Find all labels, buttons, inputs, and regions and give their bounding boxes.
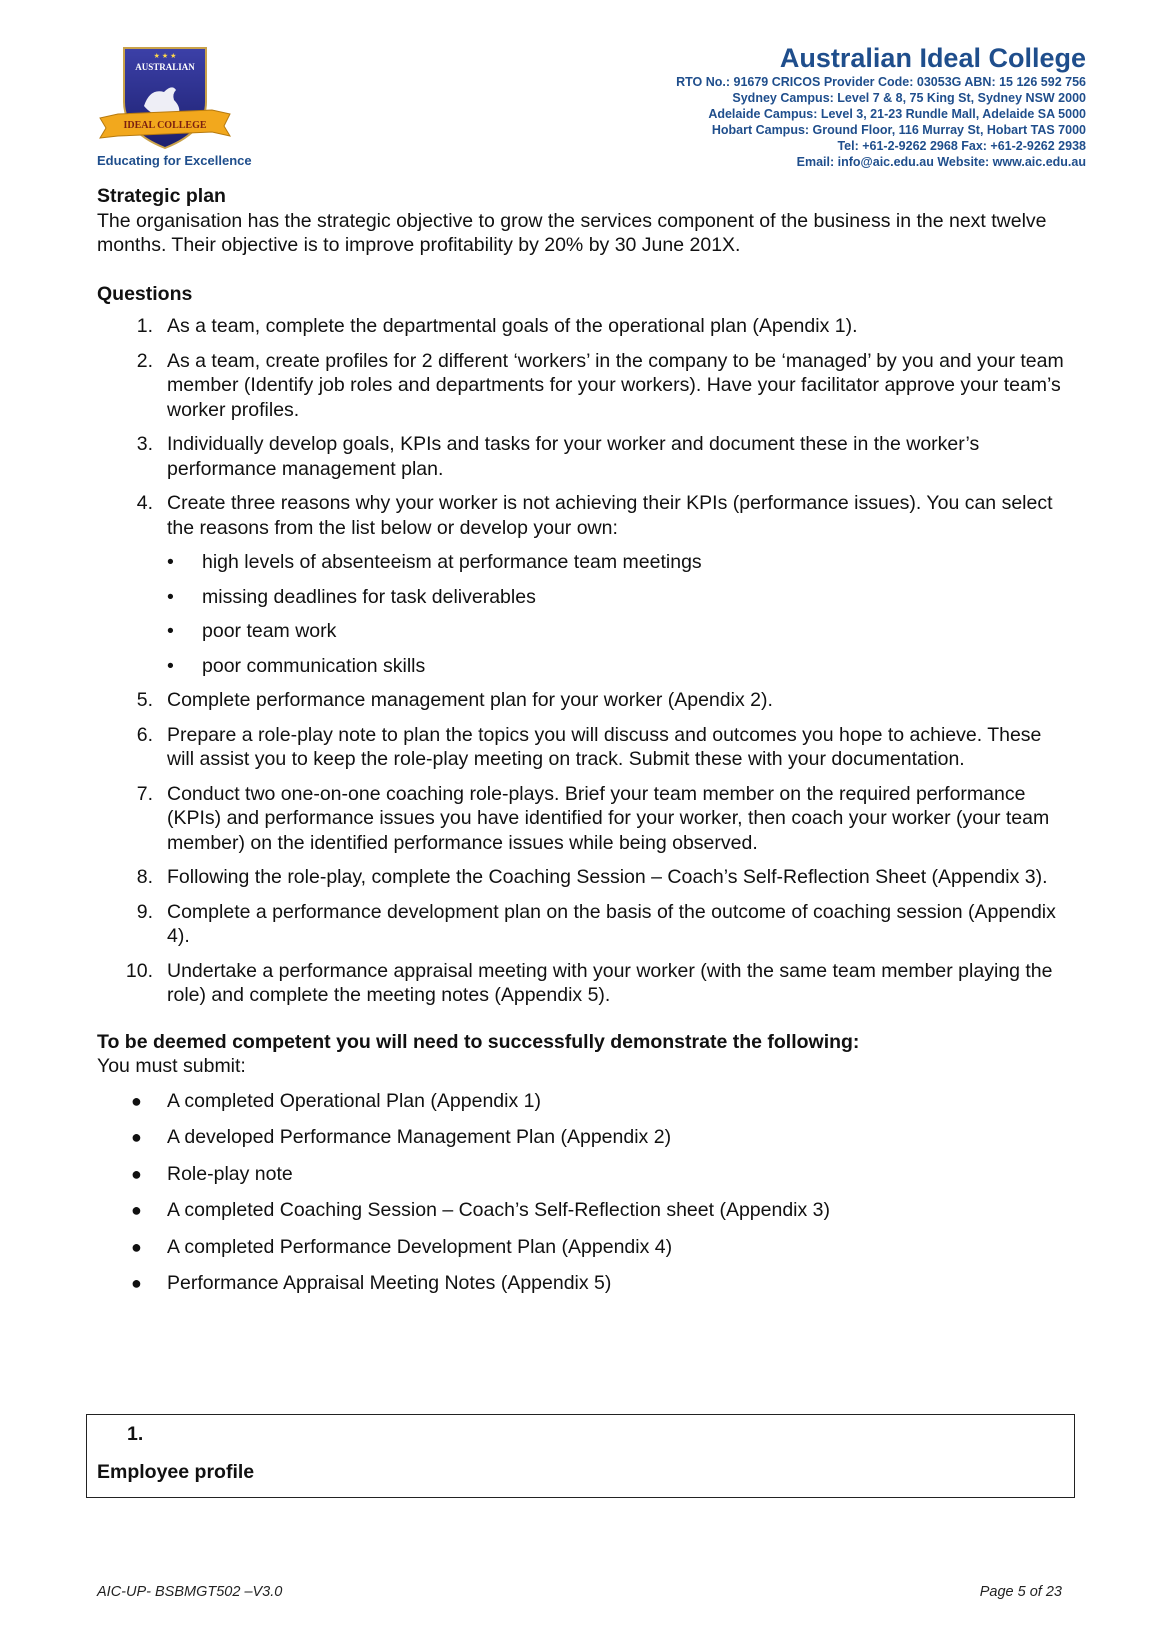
reason-item: • missing deadlines for task deliverables [167,585,536,608]
college-logo [96,44,234,152]
sydney-campus: Sydney Campus: Level 7 & 8, 75 King St, Sydney NSW 2000 [732,91,1086,105]
competent-intro: You must submit: [97,1055,246,1077]
hobart-campus: Hobart Campus: Ground Floor, 116 Murray St, Hobart TAS 7000 [711,123,1086,137]
email-website: Email: info@aic.edu.au Website: www.aic.edu.au [796,155,1086,169]
employee-profile-box [86,1414,1075,1498]
question-item: 1. As a team, complete the departmental goals of the operational plan (Apendix 1). [136,315,858,337]
footer-doc-code: AIC-UP- BSBMGT502 –V3.0 [97,1584,283,1600]
college-name: Australian Ideal College [779,43,1086,73]
competent-heading: To be deemed competent you will need to successfully demonstrate the following: [97,1030,860,1053]
questions-list [97,314,1072,1008]
question-item: 7. Conduct two one-on-one coaching role-plays. Brief your team member on the required performance (KPIs) and performance issues you have identified for your worker, then coach your worker (your team member) on the identified performance issues while being observed. [136,782,1050,854]
college-info [676,42,1086,170]
reason-item: • poor team work [167,620,337,642]
submission-item: ● A completed Performance Development Plan (Appendix 4) [131,1235,673,1258]
document-body [97,184,1072,1308]
question-item: 9. Complete a performance development plan on the basis of the outcome of coaching session (Appendix 4). [136,900,1056,947]
submission-item: ● Performance Appraisal Meeting Notes (Appendix 5) [131,1272,612,1294]
question-item: 10. Undertake a performance appraisal meeting with your worker (with the same team member playing the role) and complete the meeting notes (Appendix 5). [125,959,1053,1006]
question-item: 4. Create three reasons why your worker is not achieving their KPIs (performance issues). You can select the reasons from the list below or develop your own: • high levels of absenteeism at performance team meetings • missing deadlines for task deliverables • poor team work • poor communication skills [97,491,1072,678]
submission-item: ● A developed Performance Management Plan (Appendix 2) [131,1126,672,1148]
logo-arc-text: AUSTRALIAN [135,62,195,72]
reason-item: • poor communication skills [167,654,426,677]
reason-item: • high levels of absenteeism at performance team meetings [167,551,702,573]
submission-item: ● A completed Coaching Session – Coach’s Self-Reflection sheet (Appendix 3) [131,1199,831,1221]
phone-fax: Tel: +61-2-9262 2968 Fax: +61-2-9262 2938 [837,139,1086,153]
question-item: 8. Following the role-play, complete the Coaching Session – Coach’s Self-Reflection Sheet (Appendix 3). [136,866,1048,888]
svg-text:★ ★ ★: ★ ★ ★ [153,53,177,60]
box-title: Employee profile [97,1461,255,1483]
adelaide-campus: Adelaide Campus: Level 3, 21-23 Rundle Mall, Adelaide SA 5000 [708,107,1086,121]
submission-item: ● Role-play note [131,1162,293,1185]
logo-banner-text: IDEAL COLLEGE [123,120,207,131]
footer-page-number: Page 5 of 23 [979,1584,1062,1600]
question-item: 3. Individually develop goals, KPIs and tasks for your worker and document these in the worker’s performance management plan. [136,433,980,480]
box-number: 1. [127,1423,144,1445]
question-item: 5. Complete performance management plan for your worker (Apendix 2). [136,689,773,711]
strategic-text: The organisation has the strategic objective to grow the services component of the business in the next twelve months. Their objective is to improve profitability by 20% by 30 June 201X. [97,209,1047,256]
rto-line: RTO No.: 91679 CRICOS Provider Code: 03053G ABN: 15 126 592 756 [676,75,1086,89]
submission-item: ● A completed Operational Plan (Appendix 1) [131,1089,541,1112]
reasons-list [167,550,1072,678]
question-item: 6. Prepare a role-play note to plan the topics you will discuss and outcomes you hope to achieve. These will assist you to keep the role-play meeting on track. Submit these with your documentation. [136,723,1042,770]
questions-heading: Questions [97,282,193,305]
strategic-heading: Strategic plan [97,185,226,207]
tagline: Educating for Excellence [97,153,252,168]
question-item: 2. As a team, create profiles for 2 different ‘workers’ in the company to be ‘managed’ by you and your team member (Identify job roles and departments for your workers). Have your facilitator approve your team’s worker profiles. [136,349,1064,421]
submission-list [97,1089,1072,1296]
